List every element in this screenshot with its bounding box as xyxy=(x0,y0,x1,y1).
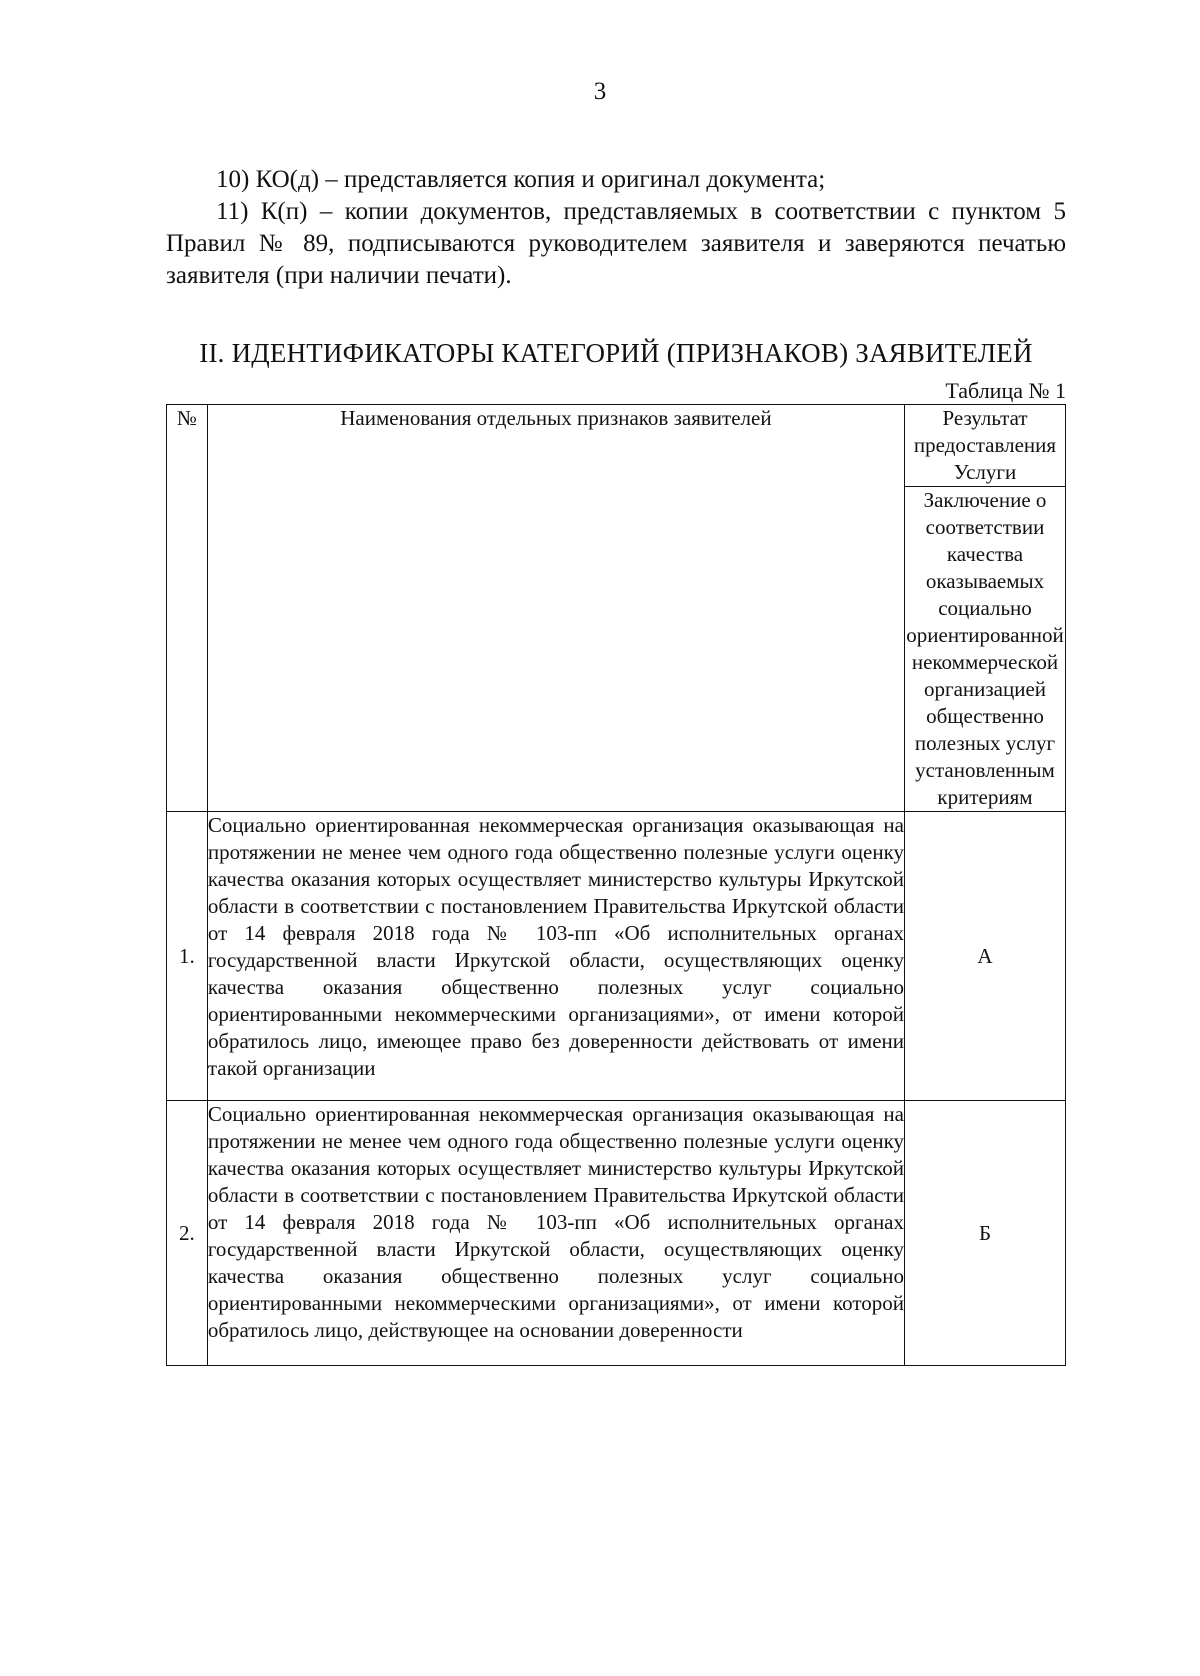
header-result: Результат предоставления Услуги xyxy=(905,405,1066,487)
header-result-sub: Заключение о соответствии качества оказываемых социально ориентированной некоммерческой организацией общественно полезных услуг установленным критериям xyxy=(905,487,1066,812)
section-heading: II. ИДЕНТИФИКАТОРЫ КАТЕГОРИЙ (ПРИЗНАКОВ) ЗАЯВИТЕЛЕЙ xyxy=(199,338,1033,368)
table-row xyxy=(167,812,1066,1101)
row-1-text: Социально ориентированная некоммерческая организация оказывающая на протяжении не менее чем одного года общественно полезные услуги оценку качества оказания которых осуществляет министерство культуры Иркутской области в соответствии с постановлением Правительства Иркутской области от 14 февраля 2018 года № 103-пп «Об исполнительных органах государственной власти Иркутской области, осуществляющих оценку качества оказания общественно полезных услуг социально ориентированными некоммерческими организациями», от имени которой обратилось лицо, имеющее право без доверенности действовать от имени такой организации xyxy=(207,812,904,1101)
applicant-categories-table xyxy=(166,404,1066,1366)
row-1-number: 1. xyxy=(167,812,208,1101)
page-number: 3 xyxy=(593,78,607,105)
header-name: Наименования отдельных признаков заявителей xyxy=(207,405,904,812)
row-1-result: А xyxy=(905,812,1066,1101)
paragraph-item-10 xyxy=(166,164,1066,196)
paragraph-item-10-text: 10) КО(д) – представляется копия и оригинал документа; xyxy=(216,166,826,193)
row-2-result: Б xyxy=(905,1101,1066,1366)
header-number: № xyxy=(167,405,208,812)
paragraph-item-11 xyxy=(166,196,1066,292)
table-caption: Таблица № 1 xyxy=(945,378,1066,403)
paragraph-item-11-text: 11) К(п) – копии документов, представляемых в соответствии с пунктом 5 Правил № 89, подписываются руководителем заявителя и заверяются печатью заявителя (при наличии печати). xyxy=(166,198,1066,289)
row-2-number: 2. xyxy=(167,1101,208,1366)
table-row xyxy=(167,1101,1066,1366)
row-2-text: Социально ориентированная некоммерческая организация оказывающая на протяжении не менее чем одного года общественно полезные услуги оценку качества оказания которых осуществляет министерство культуры Иркутской области в соответствии с постановлением Правительства Иркутской области от 14 февраля 2018 года № 103-пп «Об исполнительных органах государственной власти Иркутской области, осуществляющих оценку качества оказания общественно полезных услуг социально ориентированными некоммерческими организациями», от имени которой обратилось лицо, действующее на основании доверенности xyxy=(207,1101,904,1366)
table-header-row xyxy=(167,405,1066,487)
